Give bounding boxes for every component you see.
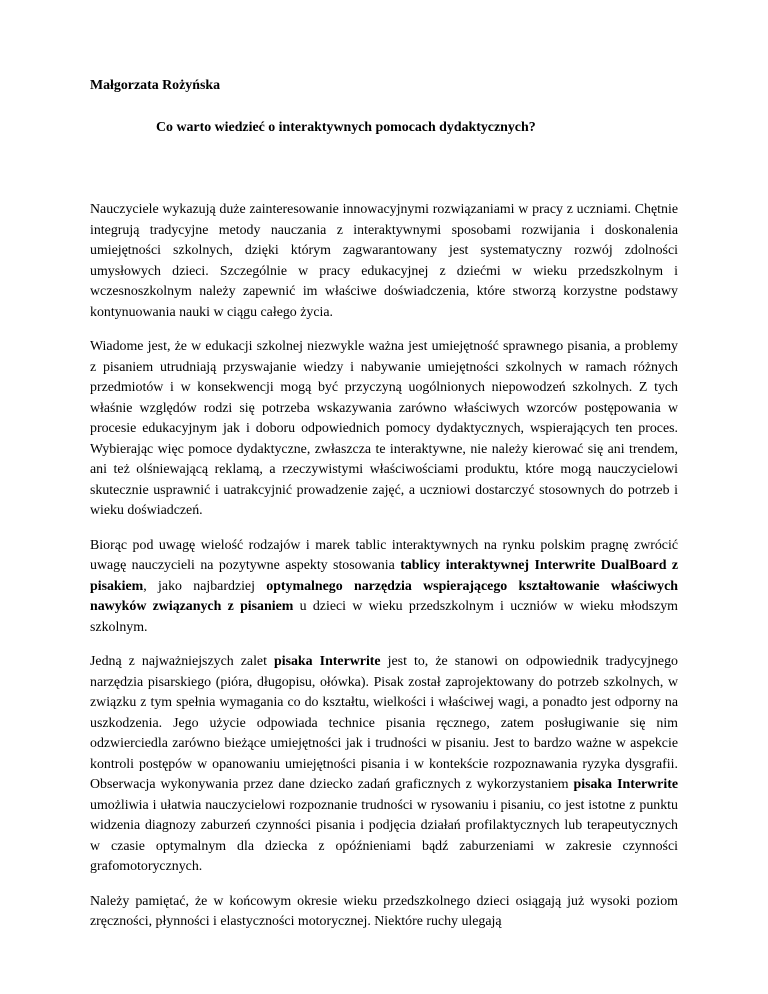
paragraph-3-bold-1: tablicy interaktywnej Interwrite DualBoard z pisakiem xyxy=(90,558,678,594)
paragraph-5: Należy pamiętać, że w końcowym okresie wieku przedszkolnego dzieci osiągają już wysoki poziom zręczności, płynności i elastyczności motorycznej. Niektóre ruchy ulegają xyxy=(90,893,678,929)
author-name: Małgorzata Rożyńska xyxy=(90,78,221,93)
paragraph-3-bold-2: optymalnego narzędzia wspierającego kształtowanie właściwych nawyków związanych z pisaniem xyxy=(90,578,678,614)
document-body xyxy=(90,76,678,933)
paragraph-4-text-3: umożliwia i ułatwia nauczycielowi rozpoznanie trudności w rysowaniu i pisaniu, co jest istotne z punktu widzenia diagnozy zaburzeń czynności pisania i podjęcia działań profilaktycznych lub terapeutycznych w czasie optymalnym dla dziecka z opóźnieniami bądź zaburzeniami w zakresie czynności grafomotorycznych. xyxy=(90,797,678,874)
article-title: Co warto wiedzieć o interaktywnych pomocach dydaktycznych? xyxy=(156,120,536,135)
paragraph-3 xyxy=(90,536,678,639)
paragraph-4-bold-1: pisaka Interwrite xyxy=(274,654,381,669)
paragraph-3-text-3: u dzieci w wieku przedszkolnym i uczniów w wieku młodszym szkolnym. xyxy=(90,599,678,635)
paragraph-3-text-2: , jako najbardziej xyxy=(143,578,267,594)
paragraph-2: Wiadome jest, że w edukacji szkolnej niezwykle ważna jest umiejętność sprawnego pisania, a problemy z pisaniem utrudniają przyswajanie wiedzy i nabywanie umiejętności szkolnych w ramach różnych przedmiotów i w konsekwencji mogą być przyczyną uogólnionych niepowodzeń szkolnych. Z tych właśnie względów rodzi się potrzeba wskazywania zarówno właściwych wzorców postępowania w procesie edukacyjnym jak i doboru odpowiednich pomocy dydaktycznych, wspierających ten proces. Wybierając więc pomoce dydaktyczne, zwłaszcza te interaktywne, nie należy kierować się ani trendem, ani też olśniewającą reklamą, a rzeczywistymi właściwościami produktu, które mogą nauczycielowi skutecznie usprawnić i uatrakcyjnić prowadzenie zajęć, a uczniowi dostarczyć stosownych do potrzeb i wieku doświadczeń. xyxy=(90,339,678,518)
paragraph-4-text-1: Jedną z najważniejszych zalet xyxy=(90,654,274,669)
paragraph-1: Nauczyciele wykazują duże zainteresowanie innowacyjnymi rozwiązaniami w pracy z uczniami. Chętnie integrują tradycyjne metody nauczania z interaktywnymi sposobami rozwijania i doskonalenia umiejętności szkolnych, dzięki którym zagwarantowany jest systematyczny rozwój zdolności umysłowych dzieci. Szczególnie w pracy edukacyjnej z dziećmi w wieku przedszkolnym i wczesnoszkolnym należy zapewnić im właściwe doświadczenia, które stworzą korzystne podstawy kontynuowania nauki w ciągu całego życia. xyxy=(90,202,678,320)
paragraph-4-bold-2: pisaka Interwrite xyxy=(573,777,678,792)
paragraph-4 xyxy=(90,652,678,878)
title-spacer xyxy=(90,139,678,200)
paragraph-3-text-1: Biorąc pod uwagę wielość rodzajów i marek tablic interaktywnych na rynku polskim pragnę zwrócić uwagę nauczycieli na pozytywne aspekty stosowania xyxy=(90,537,678,573)
paragraph-4-text-2: jest to, że stanowi on odpowiednik tradycyjnego narzędzia pisarskiego (pióra, długopisu, ołówka). Pisak został zaprojektowany do potrzeb szkolnych, w związku z tym spełnia wymagania co do kształtu, wielkości i właściwej wagi, a ponadto jest odporny na uszkodzenia. Jego użycie odpowiada technice pisania ręcznego, zatem posługiwanie się nim odzwierciedla zarówno bieżące umiejętności jak i trudności w pisaniu. Jest to bardzo ważne w aspekcie kontroli postępów w opanowaniu umiejętności pisania i w kontekście rozpoznawania ryzyka dysgrafii. Obserwacja wykonywania przez dane dziecko zadań graficznych z wykorzystaniem xyxy=(90,654,678,792)
